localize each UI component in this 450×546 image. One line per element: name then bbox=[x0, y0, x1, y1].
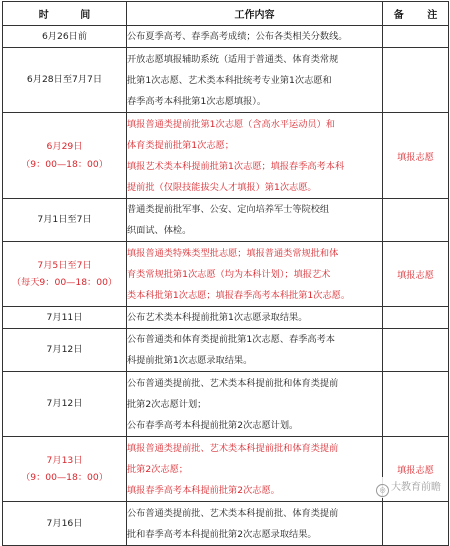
row-content bbox=[127, 502, 383, 546]
row-time bbox=[3, 199, 127, 242]
table-row bbox=[3, 502, 449, 546]
row-content-line: 批第1次志愿、艺术类本科批统考专业第1次志愿和 bbox=[127, 74, 332, 86]
table-row bbox=[3, 113, 449, 199]
row-content bbox=[127, 437, 383, 502]
row-time-line: 7月13日 bbox=[46, 454, 83, 466]
row-content-line: 科提前批第1次志愿录取结果。 bbox=[127, 355, 253, 366]
row-time-line: 7月5日至7日 bbox=[37, 259, 92, 271]
row-content-line: 填报艺术类本科提前批第1次志愿；填报春季高考本科 bbox=[127, 160, 345, 172]
row-time bbox=[3, 329, 127, 372]
row-note bbox=[383, 307, 449, 329]
row-content-line: 公布普通类提前批、艺术类本科提前批、体育类提前 bbox=[127, 507, 339, 519]
row-content-line: 填报普通类提前批第1次志愿（含高水平运动员）和 bbox=[127, 118, 335, 130]
row-time-line: 7月12日 bbox=[46, 344, 83, 356]
row-content bbox=[127, 242, 383, 307]
row-content-line: 填报春季高考本科提前批第2次志愿。 bbox=[127, 484, 280, 496]
row-note bbox=[383, 329, 449, 372]
row-note bbox=[383, 199, 449, 242]
watermark-text: 大教育前瞻 bbox=[391, 482, 441, 493]
row-time-line: 7月1日至7日 bbox=[37, 214, 92, 226]
table-row bbox=[3, 26, 449, 48]
table-row bbox=[3, 199, 449, 242]
table-row bbox=[3, 242, 449, 307]
row-content-line: 公布普通类和体育类提前批第1次志愿、春季高考本 bbox=[127, 334, 335, 345]
row-time-line: （9：00—18：00） bbox=[21, 158, 108, 170]
header-note: 备 注 bbox=[383, 2, 449, 26]
row-time-line: 7月16日 bbox=[46, 517, 83, 529]
row-content-line: 批第2次志愿计划； bbox=[127, 398, 207, 410]
row-content-line: 公布普通类提前批、艺术类本科提前批和体育类提前 bbox=[127, 377, 339, 389]
row-time-line: 7月11日 bbox=[46, 311, 83, 323]
row-content-line: 填报普通类提前批、艺术类本科提前批和体育类提前 bbox=[127, 442, 339, 454]
row-content-line: 织面试、体检。 bbox=[127, 225, 192, 236]
row-time bbox=[3, 26, 127, 48]
row-note bbox=[383, 502, 449, 546]
table-row bbox=[3, 48, 449, 113]
row-content bbox=[127, 329, 383, 372]
row-time bbox=[3, 372, 127, 437]
row-content-line: 公布艺术类本科提前批第1次志愿录取结果。 bbox=[127, 312, 308, 323]
row-content-line: 春季高考本科批第1次志愿填报）。 bbox=[127, 95, 267, 107]
row-content-line: 普通类提前批军事、公安、定向培养军士等院校组 bbox=[127, 204, 330, 215]
row-time bbox=[3, 113, 127, 199]
row-time bbox=[3, 48, 127, 113]
row-note bbox=[383, 372, 449, 437]
row-time bbox=[3, 502, 127, 546]
row-content bbox=[127, 307, 383, 329]
row-note: 填报志愿 bbox=[383, 437, 449, 502]
row-content-line: 批第2次志愿； bbox=[127, 463, 188, 475]
table-body bbox=[3, 26, 449, 546]
watermark-logo-icon: ◎ bbox=[376, 484, 389, 497]
row-content-line: 填报普通类特殊类型批志愿；填报普通类常规批和体 bbox=[127, 247, 339, 259]
table-row bbox=[3, 307, 449, 329]
row-content-line: 类本科批第1次志愿；填报春季高考本科批第1次志愿。 bbox=[127, 289, 351, 301]
row-content-line: 体育类提前批第1次志愿； bbox=[127, 139, 234, 151]
table-row bbox=[3, 329, 449, 372]
row-content-line: 开放志愿填报辅助系统（适用于普通类、体育类常规 bbox=[127, 53, 339, 65]
row-content-line: 提前批（仅限技能拔尖人才填报）第1次志愿。 bbox=[127, 181, 317, 193]
row-time-line: （每天9：00—18：00） bbox=[11, 277, 118, 288]
header-content: 工作内容 bbox=[127, 2, 383, 26]
row-time bbox=[3, 307, 127, 329]
header-time: 时 间 bbox=[3, 2, 127, 26]
row-note bbox=[383, 48, 449, 113]
row-content bbox=[127, 48, 383, 113]
row-time-line: 7月12日 bbox=[46, 398, 83, 410]
row-time-line: 6月26日前 bbox=[41, 30, 88, 42]
row-time-line: 6月29日 bbox=[46, 141, 83, 153]
row-content-line: 批和春季高考本科提前批第2次志愿录取结果。 bbox=[127, 528, 317, 540]
row-note: 填报志愿 bbox=[383, 113, 449, 199]
row-note bbox=[383, 26, 449, 48]
row-content-line: 育类常规批第1次志愿（均为本科计划）；填报艺术 bbox=[127, 268, 331, 280]
row-time-line: 6月28日至7月7日 bbox=[26, 74, 103, 86]
row-time-line: （9：00—18：00） bbox=[21, 472, 108, 483]
row-content-line: 公布夏季高考、春季高考成绩；公布各类相关分数线。 bbox=[127, 31, 348, 42]
row-content bbox=[127, 26, 383, 48]
row-time bbox=[3, 242, 127, 307]
watermark bbox=[373, 477, 444, 498]
row-time bbox=[3, 437, 127, 502]
row-content bbox=[127, 372, 383, 437]
row-content-line: 公布春季高考本科提前批第2次志愿计划。 bbox=[127, 419, 299, 431]
table-row bbox=[3, 372, 449, 437]
row-content bbox=[127, 113, 383, 199]
row-note: 填报志愿 bbox=[383, 242, 449, 307]
table-header-row bbox=[3, 2, 449, 26]
row-content bbox=[127, 199, 383, 242]
admission-schedule-table bbox=[2, 1, 449, 546]
